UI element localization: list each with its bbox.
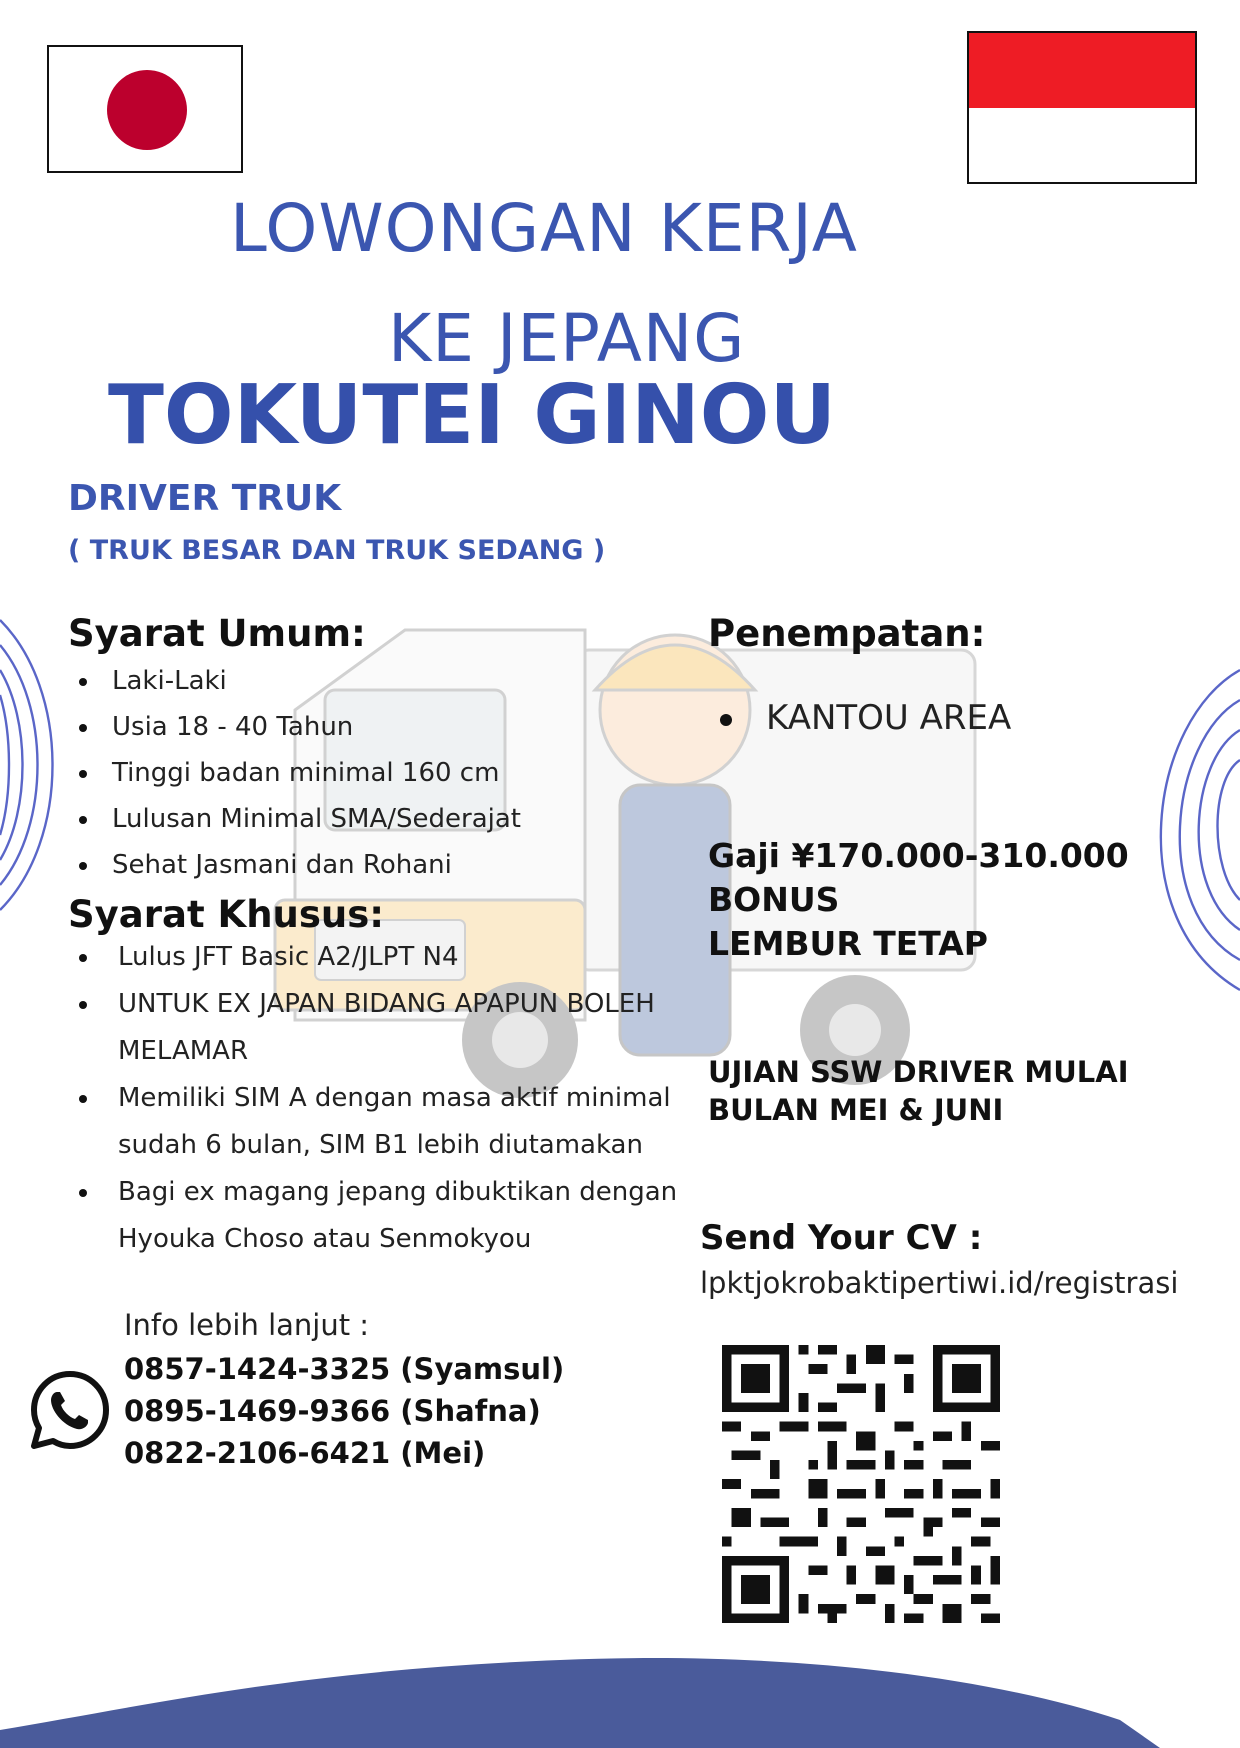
- list-item: Lulus JFT Basic A2/JLPT N4: [70, 934, 738, 981]
- whatsapp-icon[interactable]: [30, 1370, 110, 1450]
- syarat-khusus-heading: Syarat Khusus:: [68, 893, 385, 936]
- exam-line-1: UJIAN SSW DRIVER MULAI: [708, 1055, 1129, 1089]
- contact-phones: [124, 1348, 564, 1474]
- list-item: Sehat Jasmani dan Rohani: [70, 842, 521, 888]
- phone-number[interactable]: 0857-1424-3325 (Syamsul): [124, 1352, 565, 1386]
- japan-flag-icon: [47, 45, 243, 173]
- bullet-icon: [720, 714, 732, 726]
- placement-item: [720, 698, 1011, 738]
- list-item: Bagi ex magang jepang dibuktikan dengan Hyouka Choso atau Senmokyou: [70, 1169, 738, 1263]
- job-title: DRIVER TRUK: [68, 478, 342, 519]
- list-item: UNTUK EX JAPAN BIDANG APAPUN BOLEH MELAMAR: [70, 981, 738, 1075]
- footer-wave: [0, 1650, 1240, 1748]
- indonesia-flag-icon: [967, 31, 1197, 184]
- bonus-label: BONUS: [708, 880, 840, 919]
- phone-number[interactable]: 0822-2106-6421 (Mei): [124, 1436, 486, 1470]
- syarat-khusus-list: [70, 934, 738, 1263]
- salary-range: Gaji ¥170.000-310.000: [708, 836, 1129, 875]
- syarat-umum-heading: Syarat Umum:: [68, 612, 366, 655]
- left-arc-decoration: [0, 600, 60, 930]
- list-item: Lulusan Minimal SMA/Sederajat: [70, 796, 521, 842]
- list-item: Tinggi badan minimal 160 cm: [70, 750, 521, 796]
- syarat-umum-list: [70, 658, 521, 888]
- right-arc-decoration: [1130, 660, 1240, 1000]
- title-line-1: LOWONGAN KERJA: [230, 190, 858, 267]
- send-cv-heading: Send Your CV :: [700, 1218, 983, 1258]
- penempatan-heading: Penempatan:: [708, 612, 986, 655]
- exam-line-2: BULAN MEI & JUNI: [708, 1093, 1004, 1127]
- exam-info: [708, 1053, 1129, 1129]
- contact-label: Info lebih lanjut :: [124, 1308, 370, 1342]
- program-title: TOKUTEI GINOU: [108, 368, 837, 463]
- overtime-label: LEMBUR TETAP: [708, 924, 988, 963]
- title-line-2: KE JEPANG: [388, 300, 746, 377]
- list-item: Memiliki SIM A dengan masa aktif minimal sudah 6 bulan, SIM B1 lebih diutamakan: [70, 1075, 738, 1169]
- list-item: Laki-Laki: [70, 658, 521, 704]
- job-subtitle: ( TRUK BESAR DAN TRUK SEDANG ): [68, 535, 606, 566]
- registration-link[interactable]: lpktjokrobaktipertiwi.id/registrasi: [700, 1266, 1179, 1300]
- qr-code-icon[interactable]: [722, 1345, 1000, 1623]
- placement-label: KANTOU AREA: [766, 698, 1012, 738]
- phone-number[interactable]: 0895-1469-9366 (Shafna): [124, 1394, 541, 1428]
- list-item: Usia 18 - 40 Tahun: [70, 704, 521, 750]
- salary-block: [708, 834, 1129, 966]
